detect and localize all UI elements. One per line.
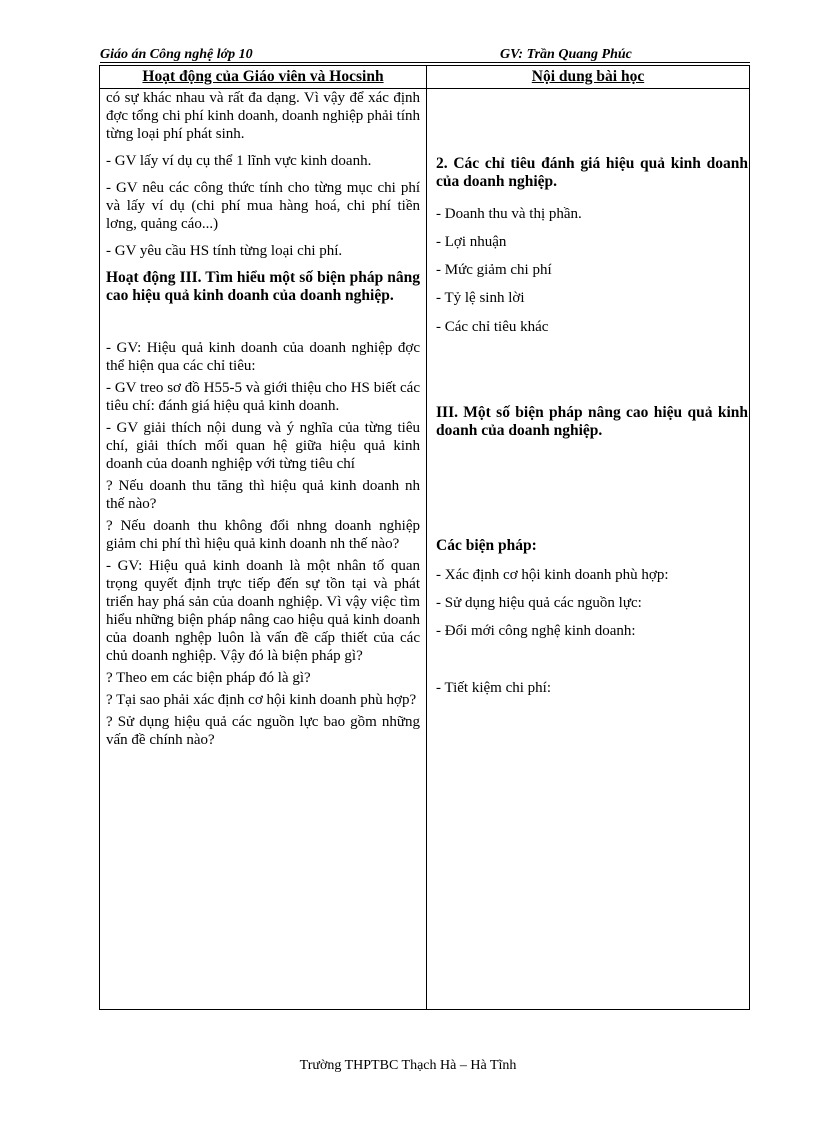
activity-paragraph: có sự khác nhau và rất đa dạng. Vì vậy để xác định đợc tổng chi phí kinh doanh, doanh nghiệp phải tính từng loại phí phát sinh. [106,90,420,142]
activity-heading: Hoạt động III. Tìm hiểu một số biện pháp nâng cao hiệu quả kinh doanh của doanh nghiệp. [106,269,420,304]
criteria-item: - Các chỉ tiêu khác [436,319,549,335]
activity-question: ? Nếu doanh thu tăng thì hiệu quả kinh doanh nh thế nào? [106,478,420,512]
header-subject: Giáo án Công nghệ lớp 10 [100,47,253,62]
page-footer: Trường THPTBC Thạch Hà – Hà Tĩnh [299,1058,517,1073]
header-teacher: GV: Trần Quang Phúc [500,47,632,62]
activity-paragraph: - GV: Hiệu quả kinh doanh của doanh nghiệp đợc thể hiện qua các chỉ tiêu: [106,340,420,374]
activity-paragraph: - GV: Hiệu quả kinh doanh là một nhân tố quan trọng quyết định trực tiếp đến sự tồn tại và phát triển hay phá sản của doanh nghiệp. Vì vậy việc tìm hiểu những biện pháp nâng cao hiệu quả kinh doanh của doanh nghệp luôn là vấn đề cấp thiết của các chủ doanh nghiệp. Vậy đó là biện pháp gì? [106,558,420,664]
criteria-item: - Tỷ lệ sinh lời [436,290,525,306]
measure-item: - Đổi mới công nghệ kinh doanh: [436,623,636,639]
activity-question: ? Sử dụng hiệu quả các nguồn lực bao gồm những vấn đề chính nào? [106,714,420,748]
criteria-item: - Doanh thu và thị phần. [436,206,582,222]
header-rule [100,62,750,63]
activity-question: ? Theo em các biện pháp đó là gì? [106,670,311,686]
measures-title: Các biện pháp: [436,537,537,554]
activity-question: ? Nếu doanh thu không đổi nhng doanh nghiệp giảm chi phí thì hiệu quả kinh doanh nh thế nào? [106,518,420,552]
column-header-content: Nội dung bài học [427,66,750,89]
activity-question: ? Tại sao phải xác định cơ hội kinh doanh phù hợp? [106,692,417,708]
activity-paragraph: - GV treo sơ đồ H55-5 và giới thiệu cho HS biết các tiêu chí: đánh giá hiệu quả kinh doanh. [106,380,420,414]
measure-item: - Tiết kiệm chi phí: [436,680,552,696]
activity-paragraph: - GV lấy ví dụ cụ thể 1 lĩnh vực kinh doanh. [106,153,372,169]
measure-item: - Sử dụng hiệu quả các nguồn lực: [436,595,642,611]
activities-cell [100,89,427,1010]
activity-paragraph: - GV yêu cầu HS tính từng loại chi phí. [106,243,343,259]
criteria-item: - Mức giảm chi phí [436,262,552,278]
section-3-title: III. Một số biện pháp nâng cao hiệu quả kinh doanh của doanh nghiệp. [436,404,748,439]
column-header-activities: Hoạt động của Giáo viên và Hocsinh [100,66,427,89]
section-2-title: 2. Các chỉ tiêu đánh giá hiệu quả kinh doanh của doanh nghiệp. [436,155,748,190]
criteria-item: - Lợi nhuận [436,234,507,250]
activity-paragraph: - GV giải thích nội dung và ý nghĩa của từng tiêu chí, giải thích mối quan hệ giữa hiệu quả kinh doanh của doanh nghiệp với từng tiêu chí [106,420,420,472]
measure-item: - Xác định cơ hội kinh doanh phù hợp: [436,567,669,583]
activity-paragraph: - GV nêu các công thức tính cho từng mục chi phí và lấy ví dụ (chi phí mua hàng hoá, chi phí tiền lơng, quảng cáo...) [106,180,420,232]
page-header [100,47,750,63]
